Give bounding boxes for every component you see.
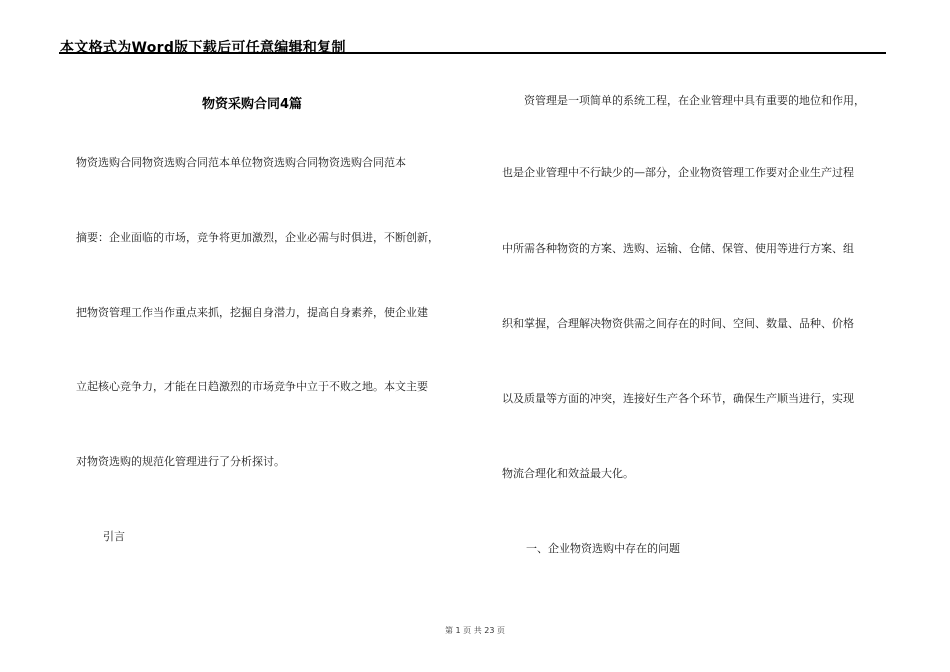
paragraph-line: 也是企业管理中不行缺少的—部分，企业物资管理工作要对企业生产过程 bbox=[502, 166, 854, 179]
paragraph-line: 把物资管理工作当作重点来抓，挖掘自身潜力，提高自身素养，使企业建 bbox=[76, 306, 428, 319]
paragraph-line: 立起核心竞争力，才能在日趋激烈的市场竞争中立于不败之地。本文主要 bbox=[76, 380, 428, 393]
header-divider bbox=[59, 52, 886, 54]
document-title: 物资采购合同4篇 bbox=[202, 97, 303, 112]
paragraph-line: 资管理是一项简单的系统工程，在企业管理中具有重要的地位和作用， bbox=[524, 94, 865, 107]
paragraph-line: 以及质量等方面的冲突，连接好生产各个环节，确保生产顺当进行，实现 bbox=[502, 392, 854, 405]
paragraph-line: 物资选购合同物资选购合同范本单位物资选购合同物资选购合同范本 bbox=[76, 156, 406, 169]
section-heading: 引言 bbox=[103, 530, 125, 543]
paragraph-line: 对物资选购的规范化管理进行了分析探讨。 bbox=[76, 455, 285, 468]
page-indicator: 第 1 页 共 23 页 bbox=[445, 626, 505, 635]
section-heading: 一、企业物资选购中存在的问题 bbox=[526, 542, 680, 555]
paragraph-line: 中所需各种物资的方案、选购、运输、仓储、保管、使用等进行方案、组 bbox=[502, 242, 854, 255]
paragraph-line: 织和掌握，合理解决物资供需之间存在的时间、空间、数量、品种、价格 bbox=[502, 317, 854, 330]
paragraph-line: 物流合理化和效益最大化。 bbox=[502, 467, 634, 480]
header-banner: 本文格式为Word版下载后可任意编辑和复制 bbox=[60, 40, 346, 56]
paragraph-line: 摘要：企业面临的市场，竞争将更加激烈，企业必需与时俱进，不断创新， bbox=[76, 231, 439, 244]
